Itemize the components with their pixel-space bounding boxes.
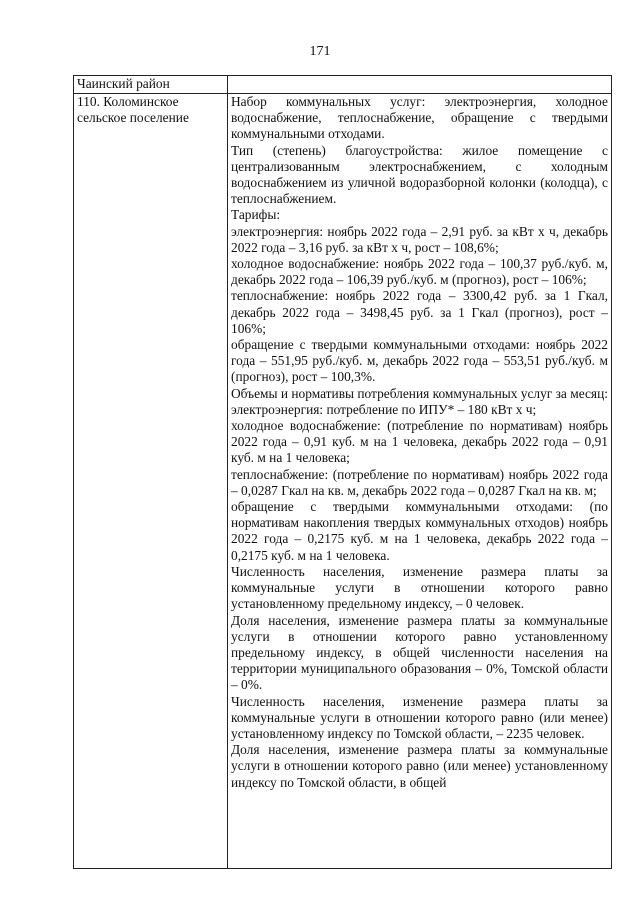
region-right-cell: [228, 76, 612, 94]
settlement-details: [228, 94, 612, 869]
settlement-name: 110. Коломинское сельское поселение: [74, 94, 228, 869]
paragraph: Доля населения, изменение размера платы за коммунальные услуги в отношении которого равно установленному предельному индексу, в общей численности населения на территории муниципального образования – 0%, Томской области – 0%.: [231, 612, 608, 693]
paragraph: Тип (степень) благоустройства: жилое помещение с централизованным электроснабжением, с холодным водоснабжением из уличной водоразборной колонки (колодца), с теплоснабжением.: [231, 142, 608, 207]
paragraph: Доля населения, изменение размера платы за коммунальные услуги в отношении которого равно (или менее) установленному индексу по Томской области, в общей: [231, 742, 608, 790]
paragraph: Тарифы:: [231, 207, 281, 223]
paragraph: электроэнергия: потребление по ИПУ* – 180 кВт x ч;: [231, 401, 537, 417]
paragraph: электроэнергия: ноябрь 2022 года – 2,91 руб. за кВт x ч, декабрь 2022 года – 3,16 руб. за кВт x ч, рост – 108,6%;: [231, 223, 608, 255]
paragraph: холодное водоснабжение: (потребление по нормативам) ноябрь 2022 года – 0,91 куб. м на 1 человека, декабрь 2022 года – 0,91 куб. м на 1 человека;: [231, 418, 608, 466]
paragraph: обращение с твердыми коммунальными отходами: (по нормативам накопления твердых коммунальных отходов) ноябрь 2022 года – 0,2175 куб. м на 1 человека, декабрь 2022 года – 0,2175 куб. м на 1 человека.: [231, 499, 608, 563]
page-number: 171: [309, 44, 331, 59]
paragraph: холодное водоснабжение: ноябрь 2022 года – 100,37 руб./куб. м, декабрь 2022 года – 106,39 руб./куб. м (прогноз), рост – 106%;: [231, 256, 608, 288]
paragraph: Численность населения, изменение размера платы за коммунальные услуги в отношении которого равно установленному предельному индексу, – 0 человек.: [231, 563, 608, 612]
tariff-table: [73, 75, 612, 869]
paragraph: теплоснабжение: ноябрь 2022 года – 3300,42 руб. за 1 Гкал, декабрь 2022 года – 3498,45 руб. за 1 Гкал (прогноз), рост – 106%;: [231, 288, 608, 336]
paragraph: теплоснабжение: (потребление по нормативам) ноябрь 2022 года – 0,0287 Гкал на кв. м, декабрь 2022 года – 0,0287 Гкал на кв. м;: [231, 466, 608, 498]
region-row: [74, 76, 612, 94]
settlement-row: [74, 94, 612, 869]
region-name: Чаинский район: [74, 76, 228, 94]
paragraph: Набор коммунальных услуг: электроэнергия, холодное водоснабжение, теплоснабжение, обращение с твердыми коммунальными отходами.: [231, 94, 608, 142]
paragraph: Объемы и нормативы потребления коммунальных услуг за месяц:: [231, 385, 608, 401]
paragraph: Численность населения, изменение размера платы за коммунальные услуги в отношении которого равно (или менее) установленному индексу по Томской области, – 2235 человек.: [231, 693, 608, 741]
paragraph: обращение с твердыми коммунальными отходами: ноябрь 2022 года – 551,95 руб./куб. м, декабрь 2022 года – 553,51 руб./куб. м (прогноз), рост – 100,3%.: [231, 337, 608, 385]
